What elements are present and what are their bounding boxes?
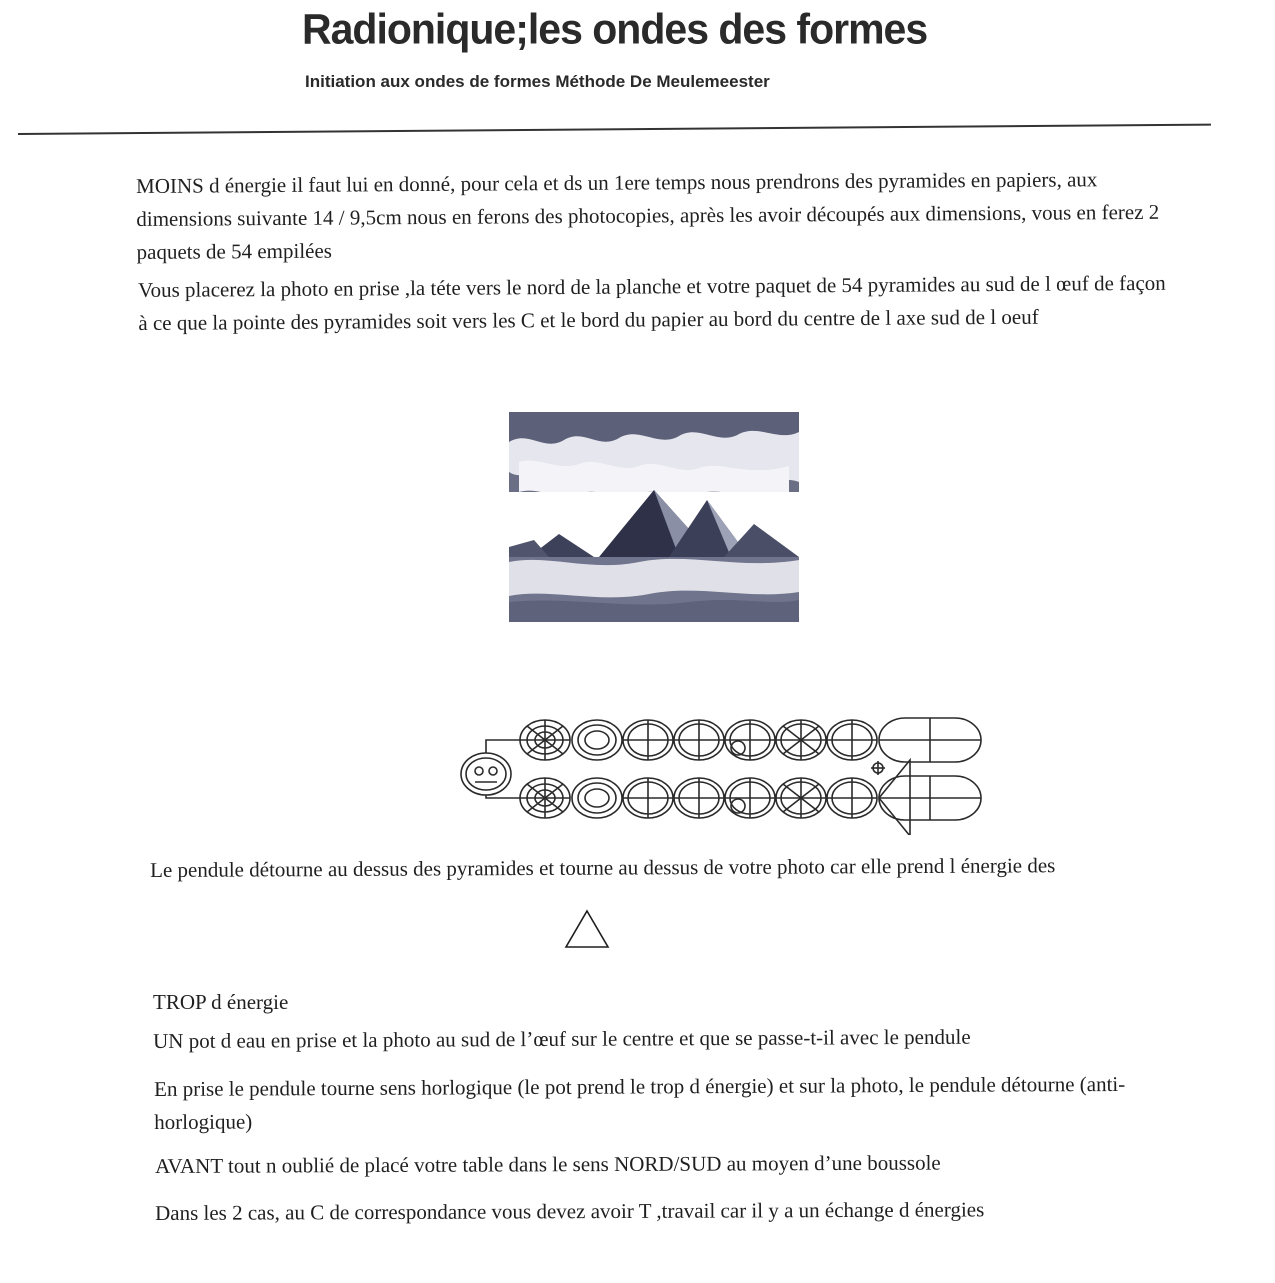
paragraph-prise: En prise le pendule tourne sens horlogique (le pot prend le trop d énergie) et sur la photo, le pendule détourne (anti-horlogique) [154,1071,1126,1134]
paragraph-placement: Vous placerez la photo en prise ,la téte vers le nord de la planche et votre paquet de 54 pyramides au sud de l œuf de façon à ce que la pointe des pyramides soit vers les C et le bord du papier au bord du centre de l axe sud de l oeuf [138,270,1166,335]
paragraph-cas: Dans les 2 cas, au C de correspondance vous devez avoir T ,travail car il y a un échange d énergies [155,1197,985,1225]
page-subtitle: Initiation aux ondes de formes Méthode De Meulemeester [305,72,770,91]
pyramids-photo [509,412,799,622]
paragraph-avant: AVANT tout n oublié de placé votre table dans le sens NORD/SUD au moyen d’une boussole [155,1150,941,1178]
paragraph-pot: UN pot d eau en prise et la photo au sud de l’œuf sur le centre et que se passe-t-il avec le pendule [153,1024,971,1053]
header-divider [18,124,1211,135]
paragraph-moins: MOINS d énergie il faut lui en donné, pour cela et ds un 1ere temps nous prendrons des pyramides en papiers, aux dimensions suivante 14 / 9,5cm nous en ferons des photocopies, après les avoir découpés aux dimensions, vous en ferez 2 paquets de 54 empilées [136,167,1160,264]
pyramid-triangle-icon [563,908,611,950]
paragraph-pendule: Le pendule détourne au dessus des pyramides et tourne au dessus de votre photo car elle prend l énergie des [150,853,1056,882]
page-title: Radionique;les ondes des formes [302,4,928,54]
radionic-plate-diagram [455,710,990,835]
paragraph-trop: TROP d énergie [153,990,289,1014]
